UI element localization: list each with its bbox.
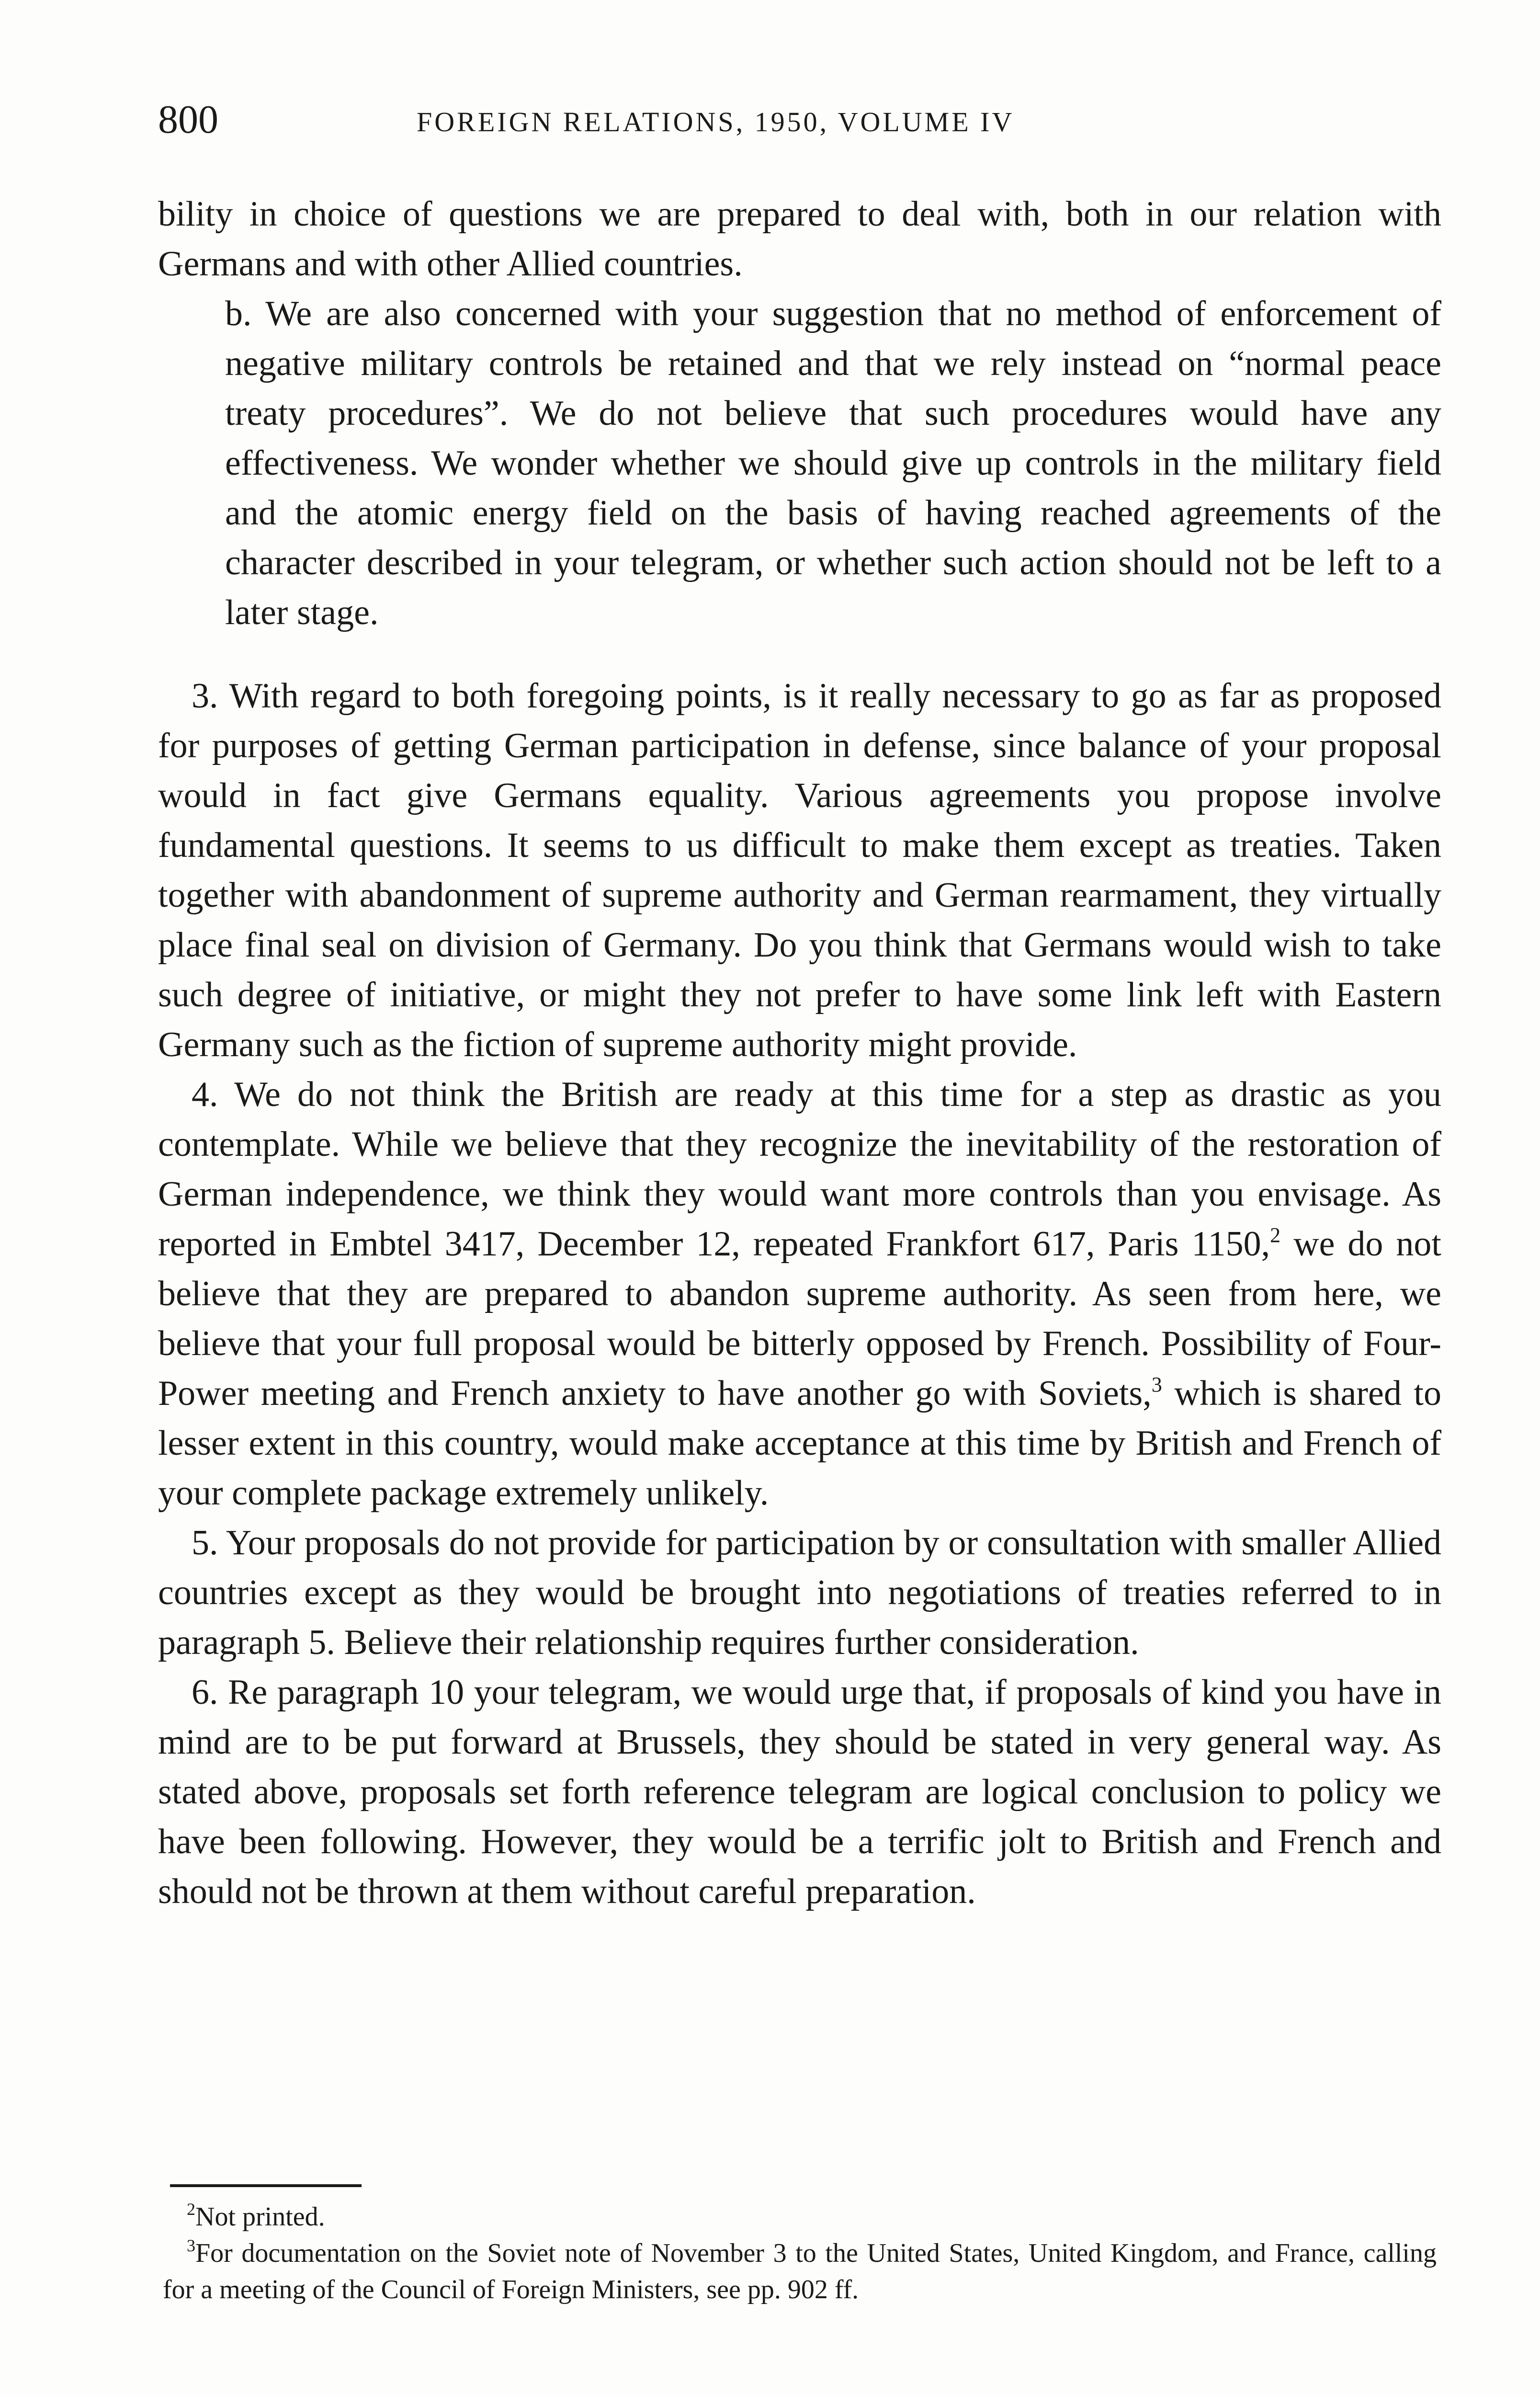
paragraph-b	[158, 289, 1441, 638]
footnote-3-mark: 3	[187, 2236, 195, 2255]
footnote-2-text: Not printed.	[195, 2202, 325, 2232]
paragraph-4	[158, 1070, 1441, 1518]
page-header	[158, 93, 1441, 146]
paragraph-continuation: bility in choice of questions we are prepared to deal with, both in our relation with Germans and with other Allied countries.	[158, 194, 1441, 284]
footnote-3-text: For documentation on the Soviet note of November 3 to the United States, United Kingdom, and France, calling for a meeting of the Council of Foreign Ministers, see pp. 902 ff.	[163, 2238, 1437, 2304]
running-title: FOREIGN RELATIONS, 1950, VOLUME IV	[417, 106, 1015, 137]
footnotes	[163, 2199, 1437, 2308]
footnote-3	[163, 2235, 1437, 2308]
paragraph-5: 5. Your proposals do not provide for participation by or consultation with smaller Allied countries except as they would be brought into negotiations of treaties referred to in paragraph 5. Believe their relationship requires further consideration.	[158, 1523, 1441, 1662]
footnote-ref-2: 2	[1270, 1223, 1281, 1247]
footnote-rule	[170, 2184, 362, 2187]
body-text	[158, 189, 1441, 1916]
paragraph-6: 6. Re paragraph 10 your telegram, we would urge that, if proposals of kind you have in mind are to be put forward at Brussels, they should be stated in very general way. As stated above, proposals set forth reference telegram are logical conclusion to policy we have been following. However, they would be a terrific jolt to British and French and should not be thrown at them without careful preparation.	[158, 1673, 1441, 1911]
footnote-2	[163, 2199, 1437, 2235]
paragraph-4-text-b: we do not believe that they are prepared to abandon supreme authority. As seen from here, we believe that your full proposal would be bitterly opposed by French. Possibility of Four-Power meeting and French anxiety to have another go with Soviets,	[158, 1224, 1441, 1413]
paragraph-b-text: b. We are also concerned with your suggestion that no method of enforcement of negative military controls be retained and that we rely instead on “normal peace treaty procedures”. We do not believe that such procedures would have any effectiveness. We wonder whether we should give up controls in the military field and the atomic energy field on the basis of having reached agreements of the character described in your telegram, or whether such action should not be left to a later stage.	[225, 294, 1441, 632]
page-number: 800	[158, 97, 218, 142]
footnote-ref-3: 3	[1151, 1373, 1162, 1396]
paragraph-4-text-a: 4. We do not think the British are ready at this time for a step as drastic as you contemplate. While we believe that they recognize the inevitability of the restoration of German independence, we think they would want more controls than you envisage. As reported in Embtel 3417, December 12, repeated Frankfort 617, Paris 1150,	[158, 1075, 1441, 1264]
paragraph-4-text-c: which is shared to lesser extent in this country, would make acceptance at this time by British and French of your complete package extremely unlikely.	[158, 1374, 1441, 1513]
footnote-2-mark: 2	[187, 2200, 195, 2219]
paragraph-3: 3. With regard to both foregoing points, is it really necessary to go as far as proposed for purposes of getting German participation in defense, since balance of your proposal would in fact give Germans equality. Various agreements you propose involve fundamental questions. It seems to us difficult to make them except as treaties. Taken together with abandonment of supreme authority and German rearmament, they virtually place final seal on division of Germany. Do you think that Germans would wish to take such degree of initiative, or might they not prefer to have some link left with Eastern Germany such as the fiction of supreme authority might provide.	[158, 676, 1441, 1064]
